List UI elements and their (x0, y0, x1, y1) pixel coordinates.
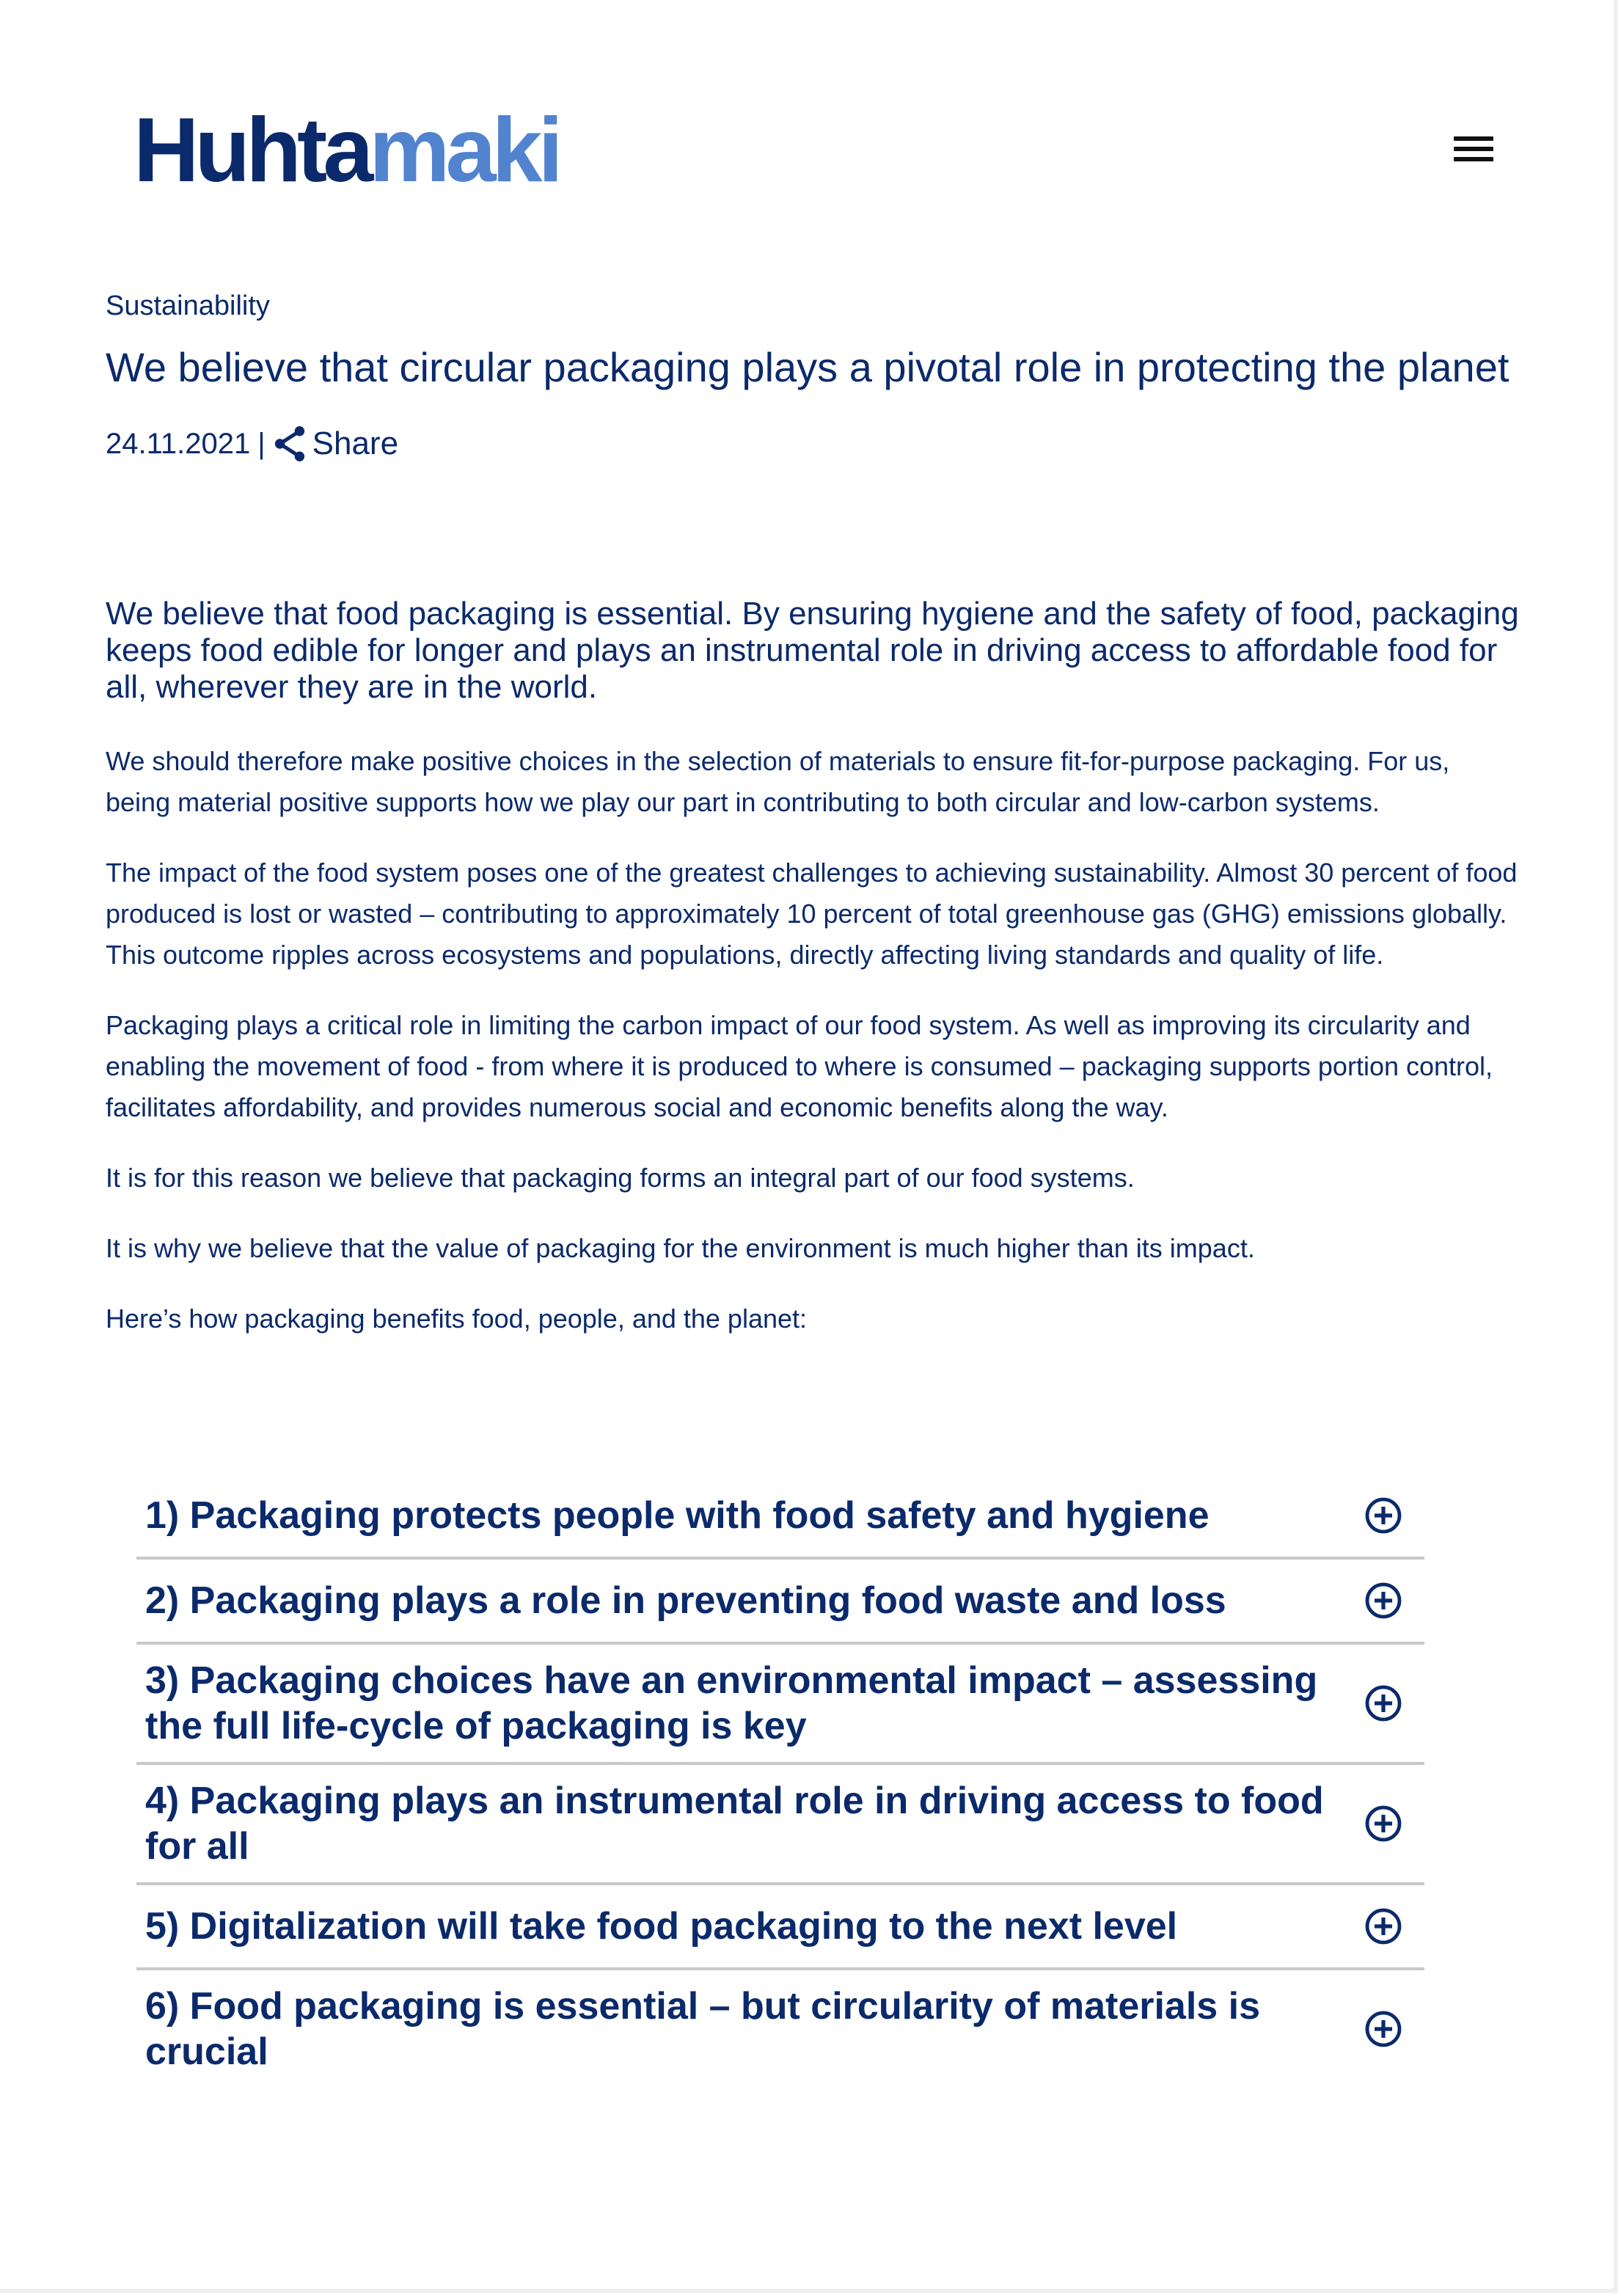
paragraph: Packaging plays a critical role in limiting the carbon impact of our food system. As well as improving its circularity and enabling the movement of food - from where it is produced to where is consumed – packaging supports portion control, facilitates affordability, and provides numerous social and economic benefits along the way. (106, 1010, 1493, 1122)
separator: | (257, 427, 266, 460)
accordion-item[interactable] (136, 1885, 1424, 1970)
page-title: We believe that circular packaging plays a pivotal role in protecting the planet (106, 344, 1510, 390)
accordion (136, 1474, 1424, 2088)
accordion-heading: 1) Packaging protects people with food safety and hygiene (145, 1494, 1210, 1537)
accordion-heading: 5) Digitalization will take food packaging to the next level (145, 1905, 1178, 1948)
accordion-item[interactable] (136, 1970, 1424, 2088)
plus-circle-icon (1364, 1907, 1402, 1945)
share-icon (273, 425, 307, 462)
accordion-heading: 4) Packaging plays an instrumental role in driving access to food for all (145, 1780, 1324, 1868)
logo-part-dark: Huhta (133, 100, 370, 201)
paragraph: Here’s how packaging benefits food, people, and the planet: (106, 1304, 808, 1334)
huhtamaki-logo[interactable] (133, 100, 559, 201)
paragraph: The impact of the food system poses one of the greatest challenges to achieving sustainability. Almost 30 percent of food produced is lost or wasted – contributing to approximately 10 percent of total greenhouse gas (GHG) emissions globally. This outcome ripples across ecosystems and populations, directly affecting living standards and quality of life. (106, 858, 1518, 970)
paragraph: It is why we believe that the value of packaging for the environment is much higher than its impact. (106, 1233, 1255, 1263)
plus-circle-icon (1364, 2010, 1402, 2048)
accordion-heading: 6) Food packaging is essential – but circularity of materials is crucial (145, 1985, 1261, 2073)
accordion-item[interactable] (136, 1645, 1424, 1765)
lead-paragraph: We believe that food packaging is essential. By ensuring hygiene and the safety of food, packaging keeps food edible for longer and plays an instrumental role in driving access to affordable food for all, wherever they are in the world. (106, 596, 1519, 705)
logo-part-light: maki (369, 100, 559, 201)
share-button[interactable] (273, 425, 398, 462)
accordion-heading: 2) Packaging plays a role in preventing food waste and loss (145, 1579, 1226, 1622)
accordion-item[interactable] (136, 1765, 1424, 1885)
accordion-item[interactable] (136, 1560, 1424, 1645)
plus-circle-icon (1364, 1582, 1402, 1620)
article-body (106, 596, 1521, 1369)
article-date: 24.11.2021 (106, 427, 251, 460)
plus-circle-icon (1364, 1684, 1402, 1722)
plus-circle-icon (1364, 1496, 1402, 1535)
category-label[interactable]: Sustainability (106, 290, 270, 321)
article-meta (106, 425, 398, 462)
paragraph: We should therefore make positive choices in the selection of materials to ensure fit-for-purpose packaging. For us, being material positive supports how we play our part in contributing to both circular and low-carbon systems. (106, 746, 1450, 817)
share-label: Share (312, 425, 399, 461)
paragraph: It is for this reason we believe that packaging forms an integral part of our food systems. (106, 1163, 1135, 1193)
plus-circle-icon (1364, 1805, 1402, 1843)
accordion-item[interactable] (136, 1474, 1424, 1560)
accordion-heading: 3) Packaging choices have an environmental impact – assessing the full life-cycle of packaging is key (145, 1659, 1318, 1747)
hamburger-icon[interactable] (1454, 136, 1493, 166)
